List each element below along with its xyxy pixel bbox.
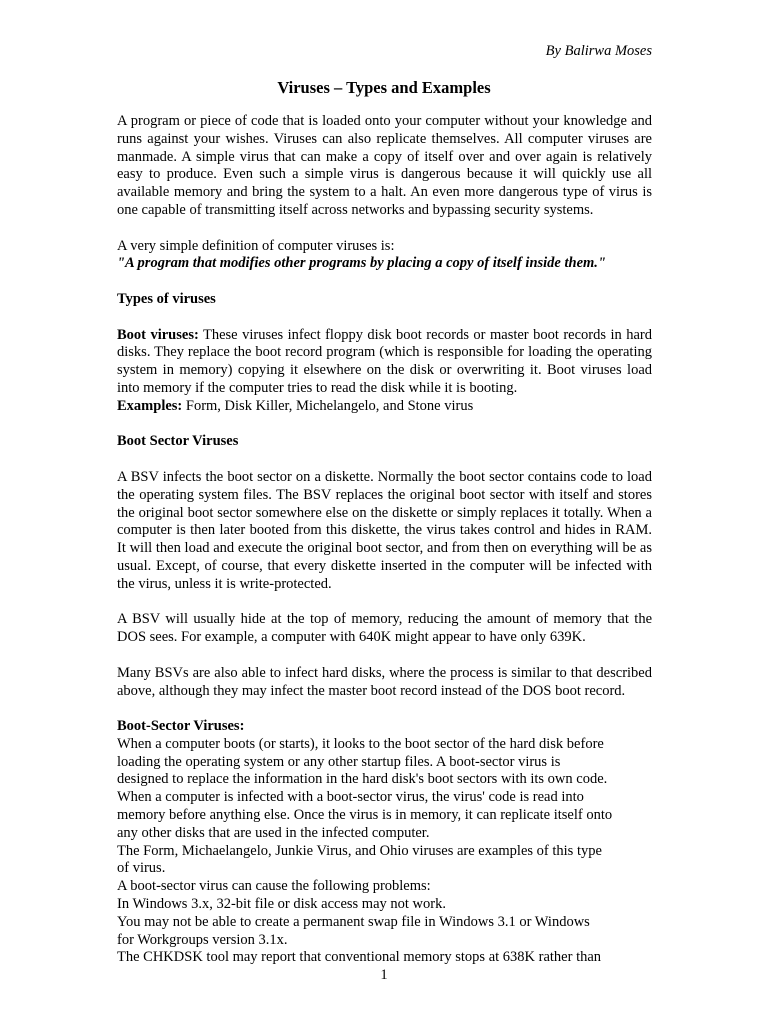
bsv-paragraph: A BSV will usually hide at the top of memory, reducing the amount of memory that the DOS sees. For example, a computer with 640K might appear to have only 639K. (117, 611, 652, 646)
document-body (117, 113, 652, 967)
text-line: memory before anything else. Once the virus is in memory, it can replicate itself onto (117, 807, 613, 824)
bsv-heading: Boot Sector Viruses (117, 433, 239, 450)
text-line: any other disks that are used in the infected computer. (117, 824, 430, 841)
examples-text: Form, Disk Killer, Michelangelo, and Stone virus (182, 397, 474, 414)
author-byline: By Balirwa Moses (545, 43, 652, 59)
text-line: In Windows 3.x, 32-bit file or disk access may not work. (117, 896, 446, 913)
definition-lead: A very simple definition of computer viruses is: (117, 237, 395, 254)
boot-viruses-label: Boot viruses: (117, 326, 199, 343)
examples-label: Examples: (117, 397, 183, 414)
intro-paragraph: A program or piece of code that is loaded onto your computer without your knowledge and runs against your wishes. Viruses can also replicate themselves. All computer viruses are manmade. A simple virus that can make a copy of itself over and over again is relatively easy to produce. Even such a simple virus is dangerous because it will quickly use all available memory and bring the system to a halt. An even more dangerous type of virus is one capable of transmitting itself across networks and bypassing security systems. (117, 113, 652, 218)
text-line: for Workgroups version 3.1x. (117, 931, 288, 948)
text-line: designed to replace the information in the hard disk's boot sectors with its own code. (117, 771, 608, 788)
text-line: You may not be able to create a permanent swap file in Windows 3.1 or Windows (117, 913, 590, 930)
bsv2-heading: Boot-Sector Viruses: (117, 718, 245, 735)
bsv2-section (117, 718, 652, 967)
text-line: The CHKDSK tool may report that conventional memory stops at 638K rather than (117, 949, 602, 966)
boot-viruses-text: These viruses infect floppy disk boot records or master boot records in hard disks. They replace the boot record program (which is responsible for loading the operating system in memory) copying it elsewhere on the disk or overwriting it. Boot viruses load into memory if the computer tries to read the disk while it is booting. (117, 326, 652, 396)
text-line: loading the operating system or any other startup files. A boot-sector virus is (117, 753, 561, 770)
page-number: 1 (380, 967, 388, 983)
text-line: When a computer boots (or starts), it looks to the boot sector of the hard disk before (117, 735, 604, 752)
boot-viruses-paragraph (117, 327, 652, 416)
definition-quote: "A program that modifies other programs by placing a copy of itself inside them." (117, 255, 606, 272)
bsv-paragraph: A BSV infects the boot sector on a diskette. Normally the boot sector contains code to load the operating system files. The BSV replaces the original boot sector with itself and stores the original boot sector somewhere else on the diskette or simply replaces it totally. When a computer is then later booted from this diskette, the virus takes control and hides in RAM. It will then load and execute the original boot sector, and from then on everything will be as usual. Except, of course, that every diskette inserted in the computer will be infected with the virus, unless it is write-protected. (117, 468, 652, 592)
text-line: When a computer is infected with a boot-sector virus, the virus' code is read into (117, 789, 584, 806)
text-line: A boot-sector virus can cause the following problems: (117, 878, 431, 895)
bsv-paragraph: Many BSVs are also able to infect hard disks, where the process is similar to that described above, although they may infect the master boot record instead of the DOS boot record. (117, 664, 652, 699)
types-heading: Types of viruses (117, 290, 216, 307)
text-line: The Form, Michaelangelo, Junkie Virus, and Ohio viruses are examples of this type (117, 842, 602, 859)
document-title: Viruses – Types and Examples (277, 78, 491, 97)
text-line: of virus. (117, 860, 166, 877)
definition-block (117, 238, 652, 274)
